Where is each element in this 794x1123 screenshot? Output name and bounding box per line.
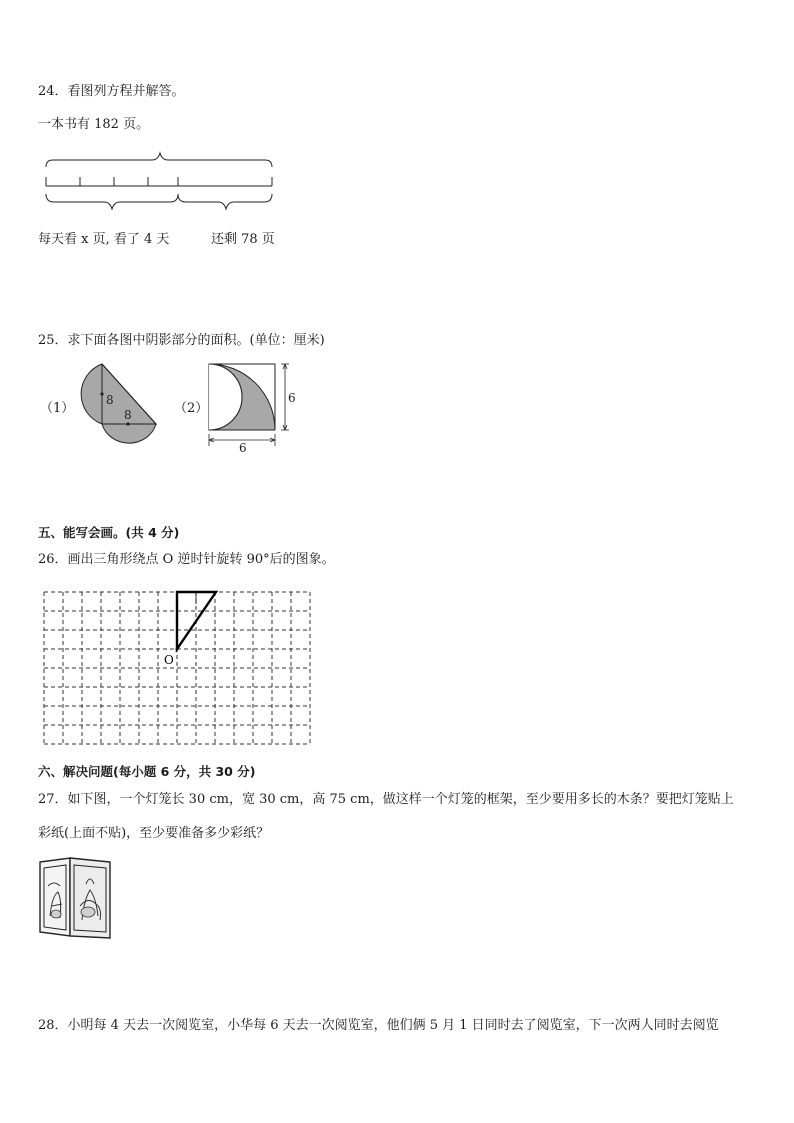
q24-intro: 一本书有 182 页。: [38, 117, 150, 132]
section6-heading: 六、解决问题(每小题 6 分，共 30 分): [38, 764, 256, 779]
point-o-label: O: [164, 653, 174, 667]
dim-side: 6: [288, 391, 296, 405]
q24-title: 24．看图列方程并解答。: [38, 84, 185, 99]
dim-a: 8: [106, 393, 114, 407]
q27-line1: 27．如下图，一个灯笼长 30 cm，宽 30 cm，高 75 cm，做这样一个灯笼的框架，至少要用多长的木条？要把灯笼贴上: [38, 792, 734, 807]
q25-figure-1: [66, 360, 162, 456]
q25-fig1-label: （1）: [40, 401, 75, 416]
shaded-upper: [81, 364, 156, 424]
q24-label-left: 每天看 x 页, 看了 4 天: [38, 232, 170, 247]
bottom-brace-right: [178, 194, 272, 209]
dim-bottom: 6: [239, 441, 247, 454]
q24-segment-diagram: [40, 150, 280, 212]
q28-line1: 28．小明每 4 天去一次阅览室，小华每 6 天去一次阅览室，他们俩 5 月 1 日同时去了阅览室，下一次两人同时去阅览: [38, 1018, 719, 1033]
lantern-icon: [36, 856, 116, 942]
q27-line2: 彩纸(上面不贴)，至少要准备多少彩纸？: [38, 826, 270, 841]
q24-label-right: 还剩 78 页: [211, 232, 275, 247]
q26-grid: [40, 588, 320, 750]
q26-title: 26．画出三角形绕点 O 逆时针旋转 90°后的图象。: [38, 552, 335, 567]
segment-ticks: [46, 177, 272, 186]
bottom-brace-left: [46, 194, 178, 209]
section5-heading: 五、能写会画。(共 4 分): [38, 525, 180, 540]
dim-b: 8: [124, 408, 132, 422]
q25-figure-2: [205, 360, 301, 454]
top-brace: [46, 153, 272, 167]
point-o-marker: [176, 648, 179, 651]
q25-title: 25．求下面各图中阴影部分的面积。(单位：厘米): [38, 333, 325, 348]
q25-fig2-label: （2）: [174, 401, 209, 416]
shaded-lower: [102, 424, 156, 443]
